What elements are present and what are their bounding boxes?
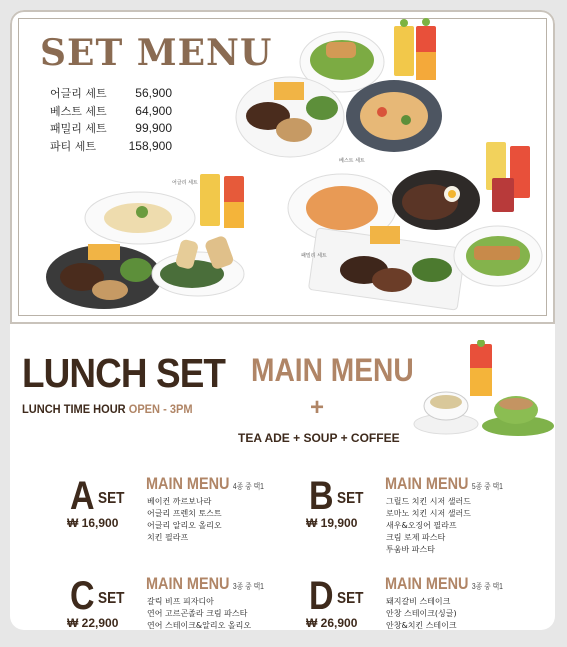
set-letter: D [309,574,334,618]
set-price: 64,900 [135,103,172,118]
set-menu-title [146,574,264,594]
set-items [386,496,471,556]
salad-bread-plate [152,235,244,296]
set-menu-heading: MAIN MENU [146,474,230,493]
menu-item: 연어 스테이크&알리오 올리오 [147,621,252,630]
set-name: 어글리 세트 [50,87,107,100]
menu-item: 갈릭 비프 피자디아 [147,597,214,606]
set-choice-note: 5종 중 택1 [471,482,503,491]
drink-glasses-left [200,174,244,228]
set-menu-heading: MAIN MENU [385,574,469,593]
set-name: 패밀리 세트 [50,122,107,135]
set-word: SET [98,490,125,507]
menu-item: 안창 스테이크(싱글) [386,609,457,618]
set-price: 158,900 [128,138,172,153]
set-a [67,474,320,554]
cream-pasta-plate [85,192,195,244]
set-letter: A [70,474,95,518]
menu-item: 베이컨 까르보나라 [147,497,212,506]
menu-item: 연어 고르곤졸라 크림 파스타 [147,609,248,618]
set-name: 파티 세트 [50,139,97,153]
set-price: ₩ 26,900 [306,616,358,630]
set-letter: C [70,574,95,618]
set-word: SET [337,590,364,607]
lunch-hours-value: OPEN - 3PM [128,402,193,416]
menu-item: 크림 로제 파스타 [386,533,446,542]
set-price: 56,900 [135,86,172,100]
set-items [147,596,251,630]
set-word: SET [98,590,125,607]
plus-sign: + [310,394,325,421]
lunch-hours-label: LUNCH TIME HOUR [22,402,126,416]
set-menu-heading: MAIN MENU [146,574,230,593]
lunch-set-title: LUNCH SET [22,350,226,396]
set-letter: B [309,474,334,518]
set-b [306,474,555,554]
set-price: 99,900 [135,121,172,135]
ugly-set-caption: 어글리 세트 [172,180,198,186]
drink-glasses-top [394,18,436,80]
menu-item: 로마노 치킨 시저 샐러드 [386,509,471,518]
set-menu-title [146,474,264,494]
soup-coffee-photo [408,340,555,440]
main-menu-heading: MAIN MENU [251,352,414,388]
set-items [386,596,457,630]
menu-item: 돼지갈비 스테이크 [386,597,451,606]
family-set-caption: 패밀리 세트 [301,253,327,259]
extras-line: TEA ADE + SOUP + COFFEE [238,431,400,445]
menu-item: 투움바 파스타 [386,545,435,554]
set-menu-title [385,574,503,594]
menu-item: 어글리 프렌치 토스트 [147,509,222,518]
set-menu-title: SET MENU [40,32,273,74]
pasta-dark-plate [346,80,442,152]
set-c [67,574,320,630]
set-choice-note: 3종 중 택1 [471,582,503,591]
ugly-set-platter [46,244,162,309]
set-menu-panel [10,10,555,324]
set-choice-note: 4종 중 택1 [232,482,264,491]
menu-item: 그릴드 치킨 시저 샐러드 [386,497,471,506]
menu-item: 안창&치킨 스테이크 [386,621,457,630]
set-menu-title [385,474,503,494]
set-price: ₩ 16,900 [67,516,119,530]
set-d [306,574,555,630]
menu-item: 어글리 알리오 올리오 [147,521,222,530]
set-items [147,496,222,544]
best-set-caption: 베스트 세트 [339,158,365,164]
food-photos [12,12,555,326]
set-name: 베스트 세트 [50,104,107,118]
set-word: SET [337,490,364,507]
lunch-hours [22,402,193,416]
set-choice-note: 3종 중 택1 [232,582,264,591]
menu-card [10,10,555,630]
menu-item: 치킨 필라프 [147,533,189,542]
menu-item: 새우&오징어 필라프 [386,521,457,530]
drink-glasses-mid [486,142,530,212]
best-set-platter [236,77,344,157]
set-menu-heading: MAIN MENU [385,474,469,493]
set-price: ₩ 19,900 [306,516,358,530]
set-price: ₩ 22,900 [67,616,119,630]
